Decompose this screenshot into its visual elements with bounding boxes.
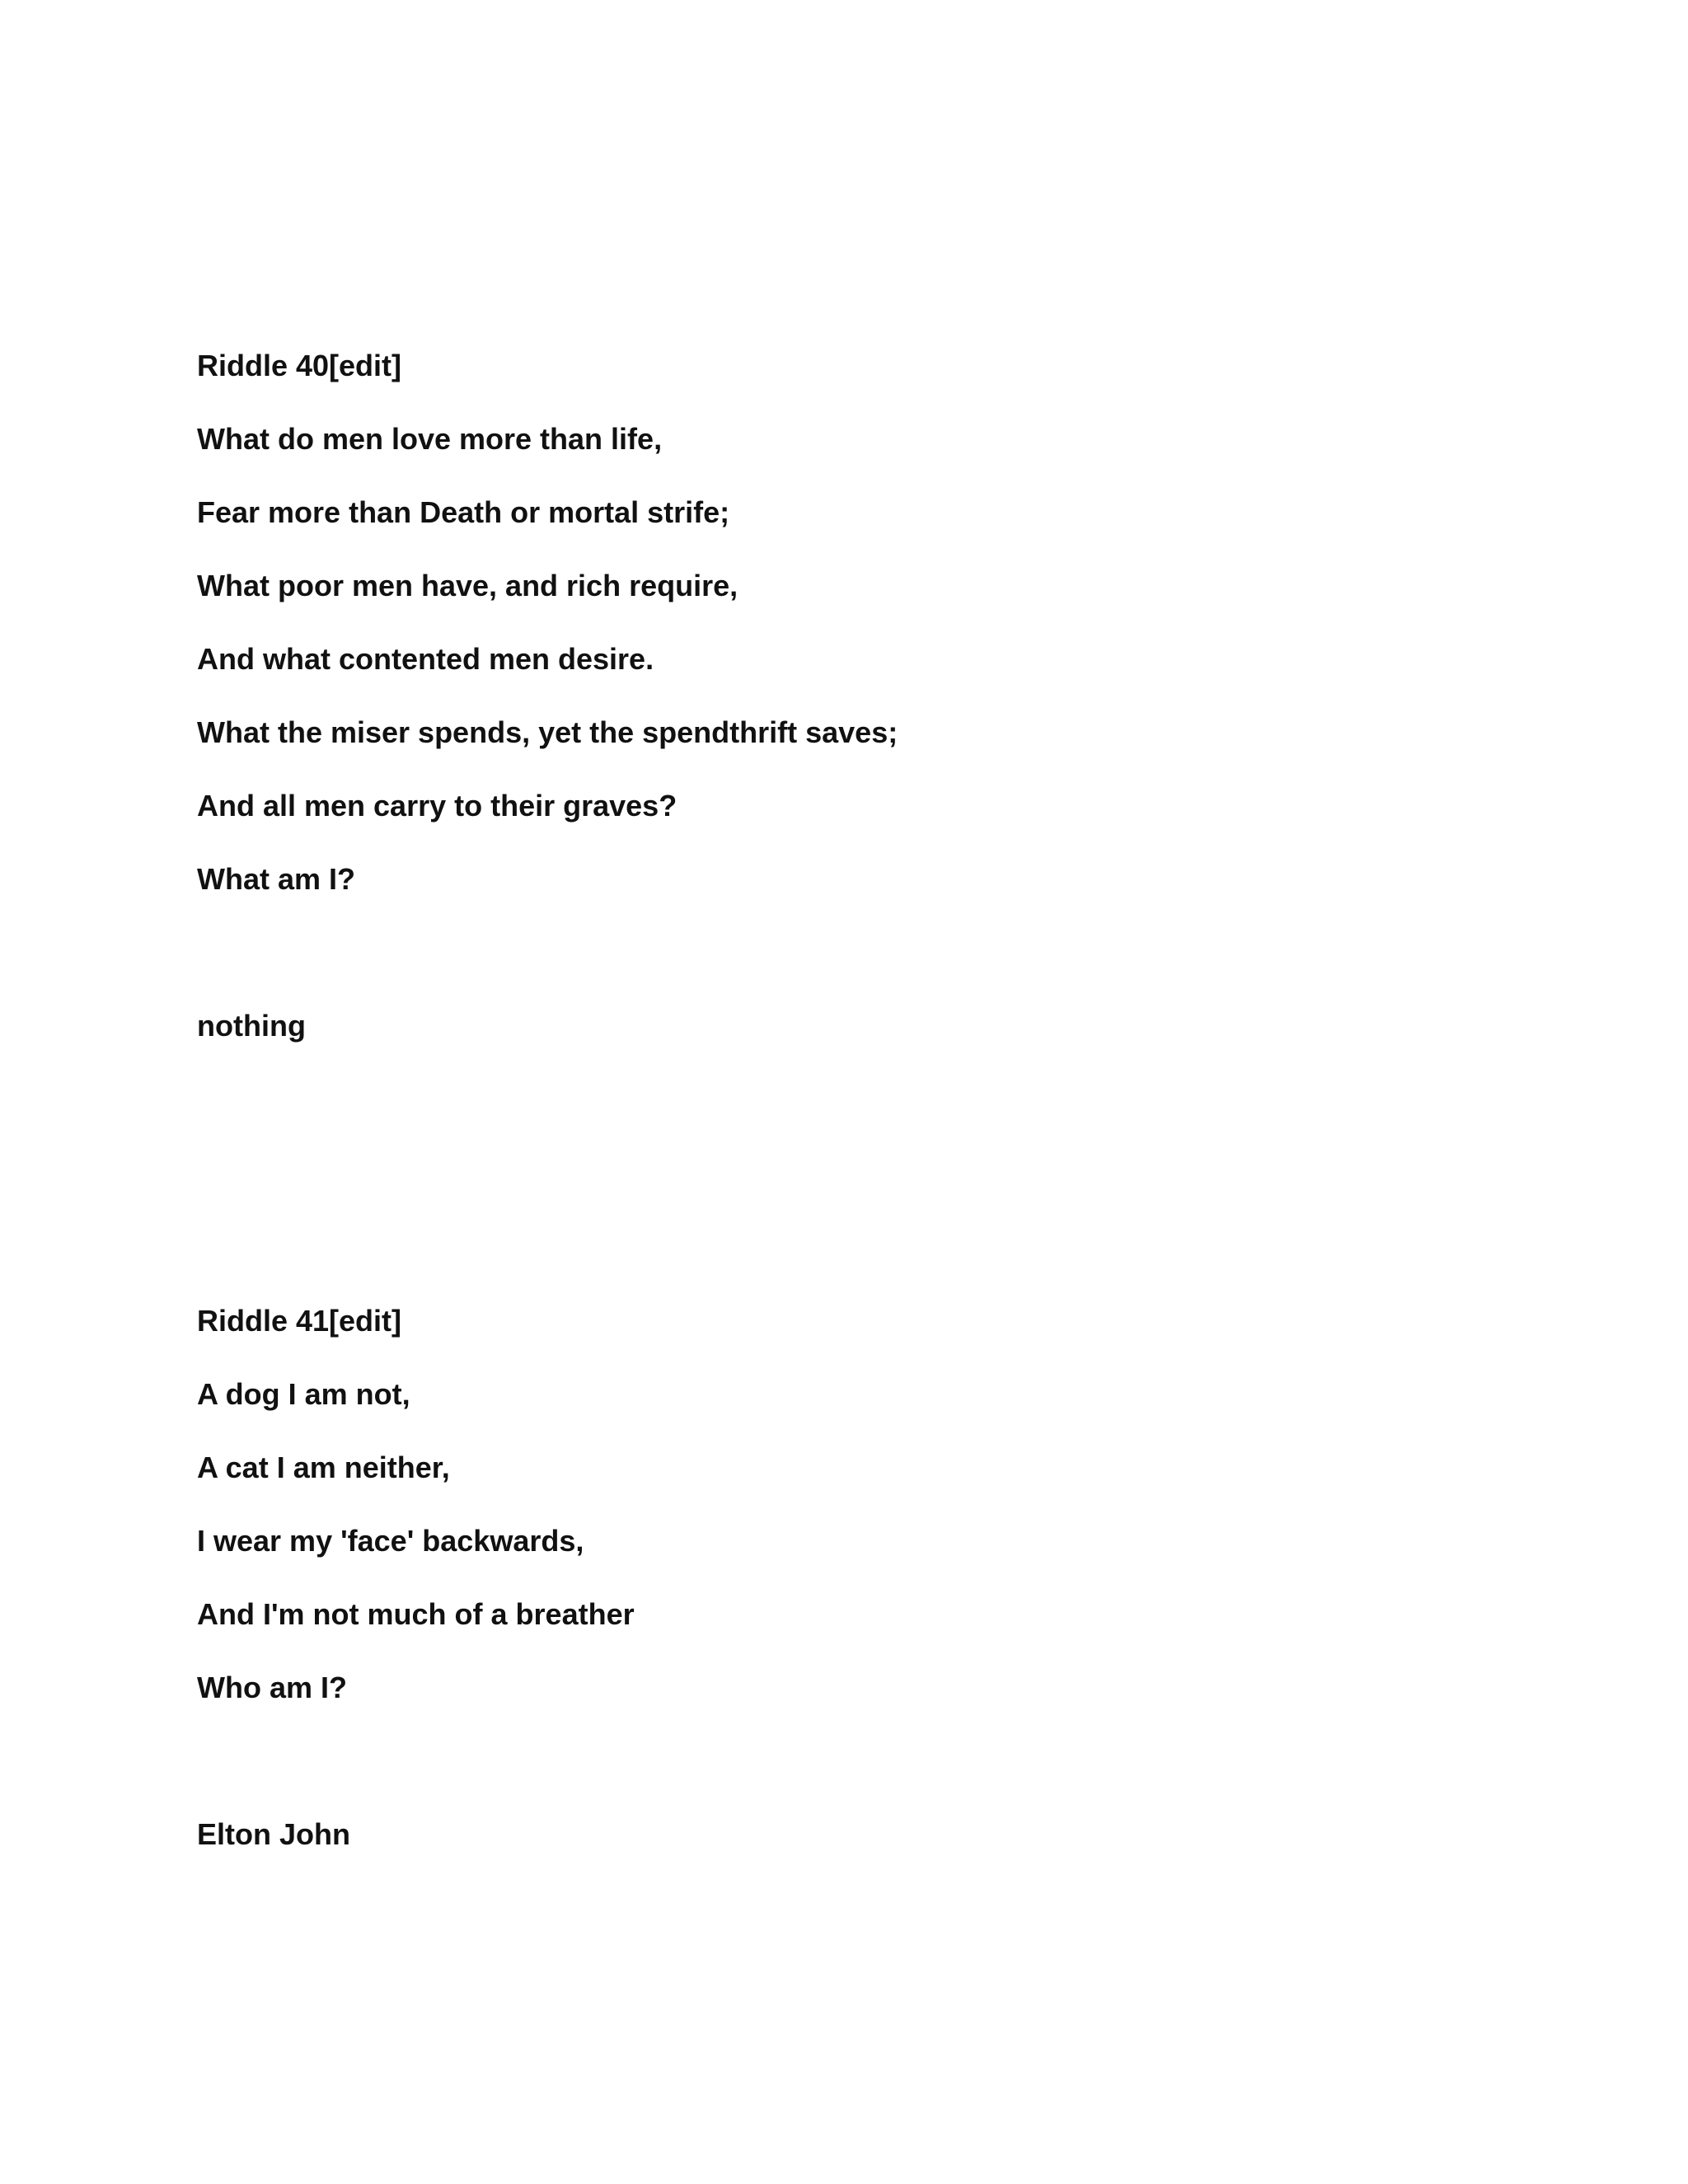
riddle-40-line-1: What do men love more than life, bbox=[197, 422, 663, 456]
riddle-40-line-6: And all men carry to their graves? bbox=[197, 789, 678, 823]
riddle-40-line-2: Fear more than Death or mortal strife; bbox=[197, 495, 730, 529]
riddle-40-answer: nothing bbox=[197, 1009, 306, 1043]
riddle-40-line-3: What poor men have, and rich require, bbox=[197, 569, 738, 602]
riddle-41-line-4: And I'm not much of a breather bbox=[197, 1597, 635, 1631]
riddle-41-line-5: Who am I? bbox=[197, 1671, 347, 1704]
riddle-41-line-3: I wear my 'face' backwards, bbox=[197, 1524, 584, 1558]
riddle-41-heading: Riddle 41[edit] bbox=[197, 1304, 402, 1338]
riddle-41-line-1: A dog I am not, bbox=[197, 1377, 410, 1411]
riddle-40-line-7: What am I? bbox=[197, 862, 356, 896]
riddle-40-heading: Riddle 40[edit] bbox=[197, 349, 402, 382]
riddle-40-line-4: And what contented men desire. bbox=[197, 642, 654, 676]
riddle-41-line-2: A cat I am neither, bbox=[197, 1451, 450, 1484]
riddle-40-line-5: What the miser spends, yet the spendthrift saves; bbox=[197, 715, 898, 749]
riddle-41-answer: Elton John bbox=[197, 1817, 350, 1851]
